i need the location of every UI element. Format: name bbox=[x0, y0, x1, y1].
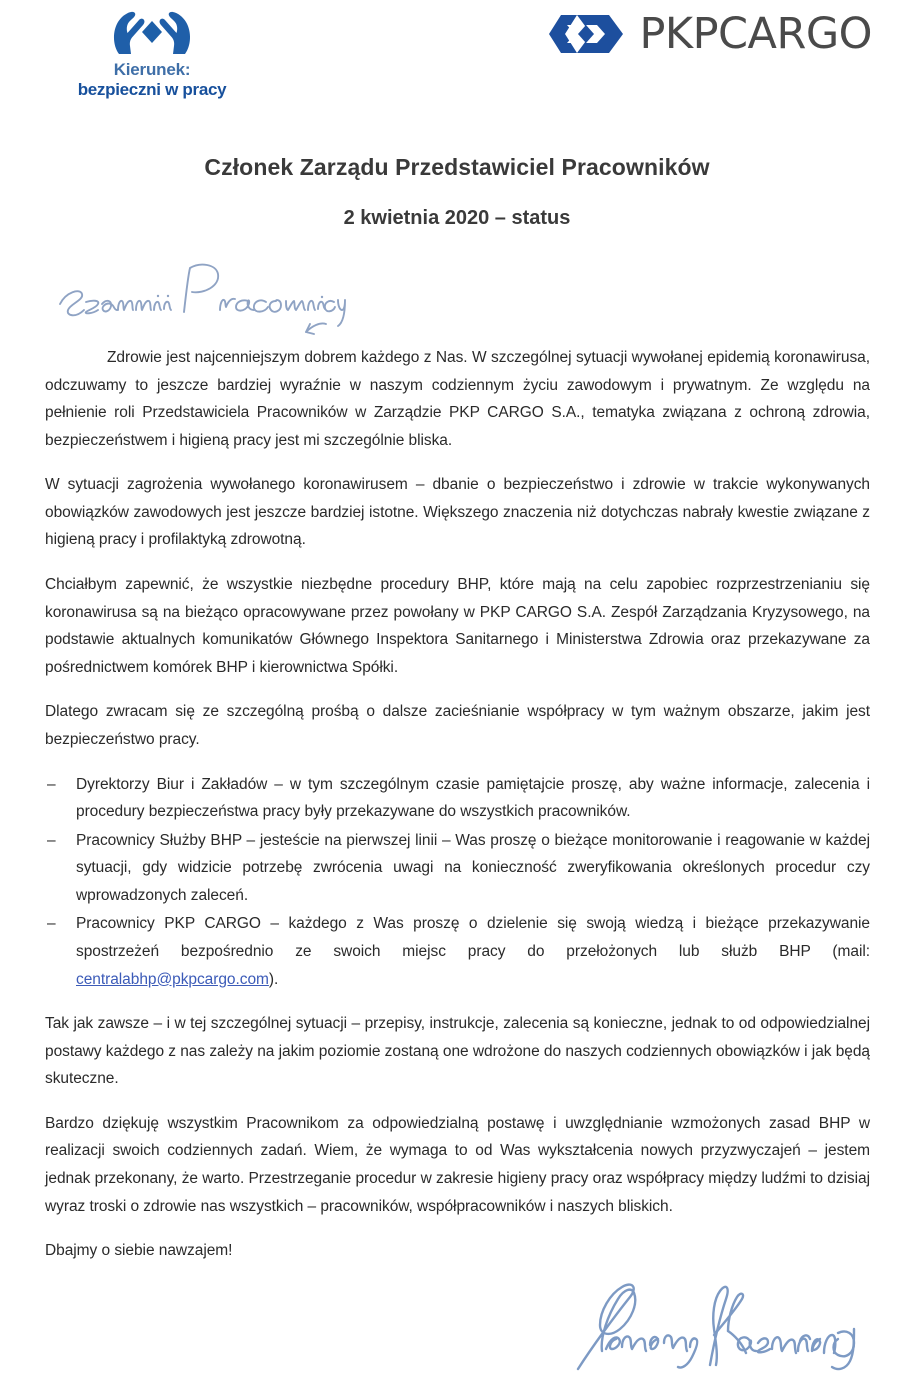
hands-protecting-diamond-icon bbox=[109, 6, 195, 56]
list-item-text: Pracownicy Służby BHP – jesteście na pierwszej linii – Was proszę o bieżące monitorowanie i reagowanie w każdej sytuacji, gdy widzicie potrzebę zwrócenia uwagi na konieczność zweryfikowania określonych procedur czy wprowadzonych zaleceń. bbox=[76, 831, 870, 904]
pkp-cargo-logo bbox=[547, 8, 872, 59]
pkp-cargo-arrow-diamond-icon bbox=[547, 12, 625, 56]
list-item-text-before: Pracownicy PKP CARGO – każdego z Was proszę o dzielenie się swoją wiedzą i bieżące przekazywanie spostrzeżeń bezpośrednio ze swoich miejsc pracy do przełożonych lub służb BHP (mail: bbox=[76, 915, 870, 960]
paragraph-2: W sytuacji zagrożenia wywołanego koronawirusem – dbanie o bezpieczeństwo i zdrowie w trakcie wykonywanych obowiązków zawodowych jest jeszcze bardziej istotne. Większego znaczenia niż dotychczas nabrały kwestie związane z higieną pracy i profilaktyką zdrowotną. bbox=[45, 476, 870, 549]
list-dash: – bbox=[47, 831, 56, 849]
list-item bbox=[45, 827, 870, 910]
paragraph-1: Zdrowie jest najcenniejszym dobrem każdego z Nas. W szczególnej sytuacji wywołanej epidemią koronawirusa, odczuwamy to jeszcze bardziej wyraźnie w naszym codziennym życiu zawodowym i prywatnym. Ze względu na pełnienie roli Przedstawiciela Pracowników w Zarządzie PKP CARGO S.A., tematyka związana z ochroną zdrowia, bezpieczeństwem i higieną pracy jest mi szczególnie bliska. bbox=[45, 349, 870, 449]
list-dash: – bbox=[47, 775, 56, 793]
logo-tagline-line1: Kierunek: bbox=[113, 60, 191, 79]
handwritten-signature bbox=[0, 1269, 914, 1379]
list-item bbox=[45, 771, 870, 826]
paragraph-5: Tak jak zawsze – i w tej szczególnej sytuacji – przepisy, instrukcje, zalecenia są konieczne, jednak to od odpowiedzialnej postawy każdego z nas zależy na jakim poziomie zostaną one wdrożone do naszych codziennych obowiązków i jak będą skuteczne. bbox=[45, 1015, 870, 1088]
list-dash: – bbox=[47, 915, 56, 933]
handwritten-salutation bbox=[0, 252, 914, 344]
logo-tagline-line2: bezpieczni w pracy bbox=[77, 79, 227, 99]
document-header bbox=[0, 0, 914, 118]
title-block bbox=[0, 154, 914, 230]
list-item-text-after: ). bbox=[268, 970, 279, 988]
paragraph-4: Dlatego zwracam się ze szczególną prośbą o dalsze zacieśnianie współpracy w tym ważnym obszarze, jakim jest bezpieczeństwo pracy. bbox=[45, 703, 870, 748]
closing-line: Dbajmy o siebie nawzajem! bbox=[45, 1242, 233, 1260]
list-item-text: Dyrektorzy Biur i Zakładów – w tym szczególnym czasie pamiętajcie proszę, aby ważne informacje, zalecenia i procedury bezpieczeństwa pracy były przekazywane do wszystkich pracowników. bbox=[76, 775, 870, 821]
recipients-list bbox=[45, 771, 870, 994]
document-body bbox=[0, 344, 914, 1265]
list-item bbox=[45, 910, 870, 993]
page-subtitle: 2 kwietnia 2020 – status bbox=[343, 207, 571, 229]
email-link[interactable]: centralabhp@pkpcargo.com bbox=[76, 970, 269, 988]
kierunek-bezpieczni-w-pracy-logo bbox=[62, 6, 242, 99]
pkp-cargo-wordmark: PKPCARGO bbox=[639, 8, 872, 59]
paragraph-6: Bardzo dziękuję wszystkim Pracownikom za odpowiedzialną postawę i uwzględnianie wzmożonych zasad BHP w realizacji swoich codziennych zadań. Wiem, że wymaga to od Was wykształcenia nowych przyzwyczajeń – jestem jednak przekonany, że warto. Przestrzeganie procedur w zakresie higieny pracy oraz współpracy między ludźmi to dzisiaj wyraz troski o zdrowie nas wszystkich – pracowników, współpracowników i naszych bliskich. bbox=[45, 1114, 870, 1215]
paragraph-3: Chciałbym zapewnić, że wszystkie niezbędne procedury BHP, które mają na celu zapobiec rozprzestrzenianiu się koronawirusa są na bieżąco opracowywane przez powołany w PKP CARGO S.A. Zespół Zarządzania Kryzysowego, na podstawie aktualnych komunikatów Głównego Inspektora Sanitarnego i Ministerstwa Zdrowia oraz przekazywane za pośrednictwem komórek BHP i kierownictwa Spółki. bbox=[45, 576, 870, 676]
page-title: Członek Zarządu Przedstawiciel Pracowników bbox=[204, 154, 710, 180]
